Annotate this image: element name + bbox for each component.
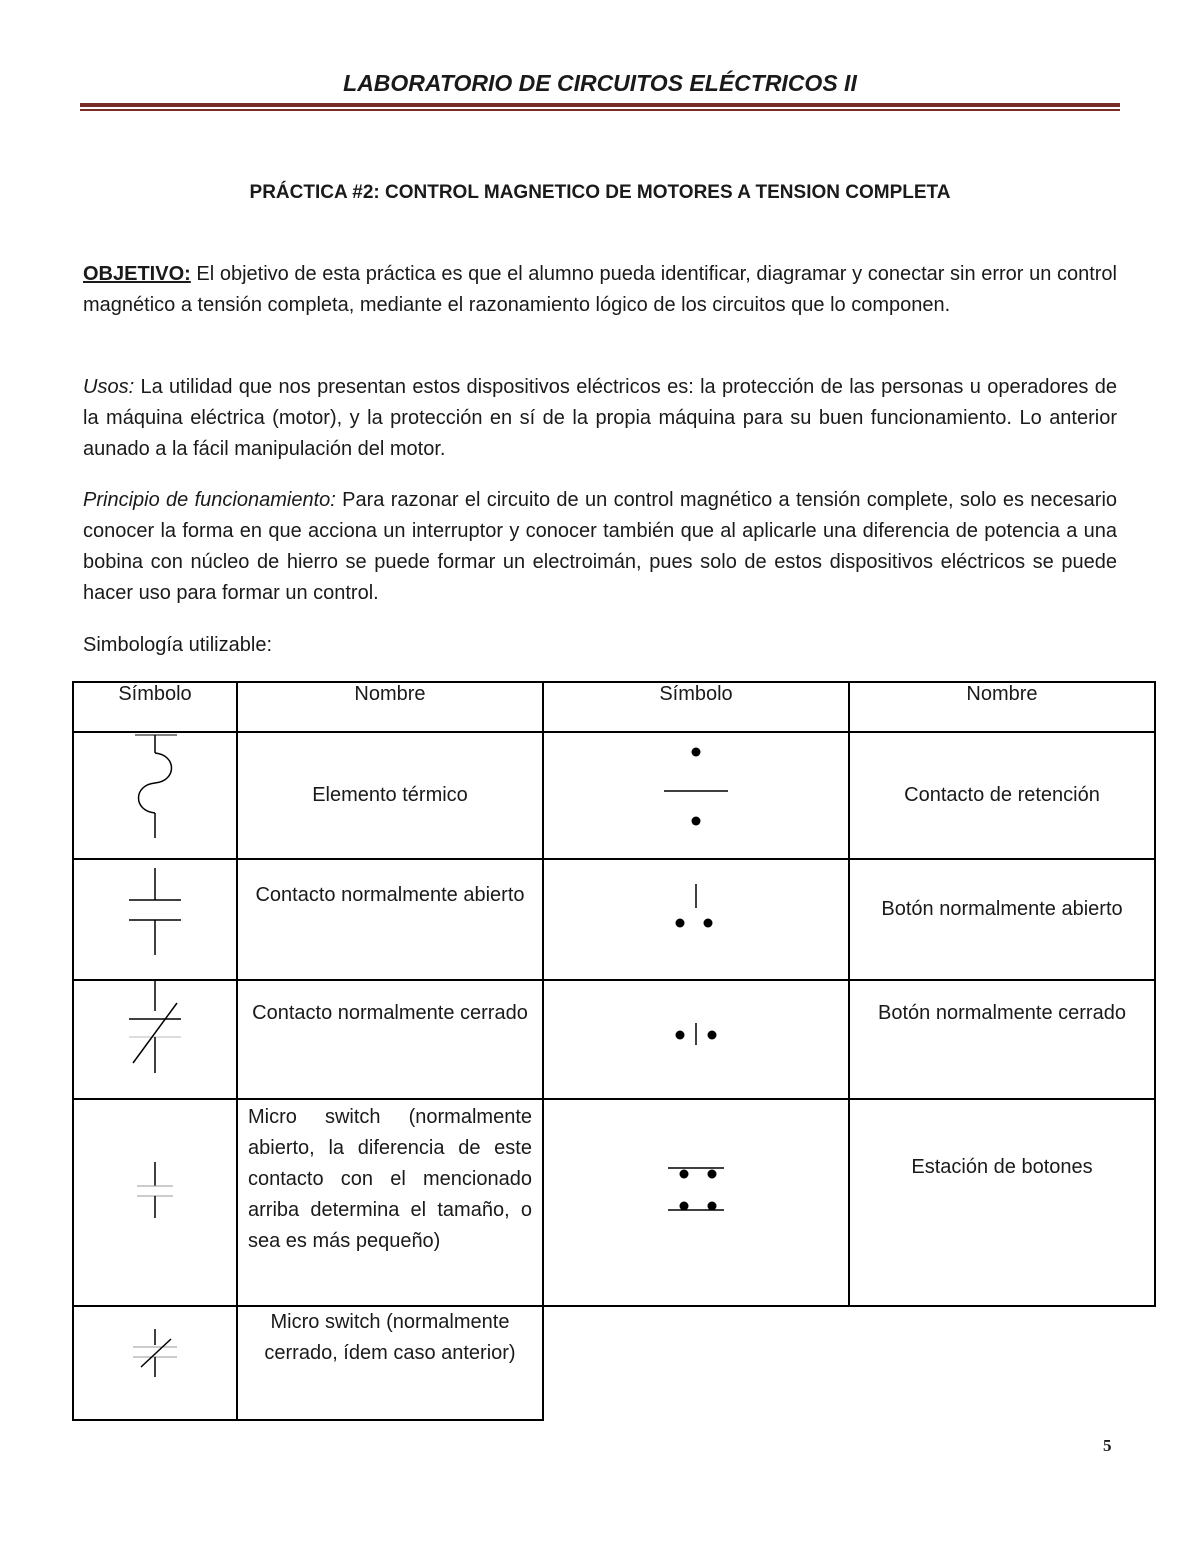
symbol-cell <box>543 980 849 1099</box>
objective-text: El objetivo de esta práctica es que el alumno pueda identificar, diagramar y conectar sin error un control magnético a tensión completa, mediante el razonamiento lógico de los circuitos que lo componen. <box>83 263 1117 316</box>
table-header-row <box>73 682 1155 732</box>
symbology-label: Simbología utilizable: <box>83 634 272 656</box>
symbol-name: Contacto normalmente cerrado <box>252 1002 528 1024</box>
header-rule-thick <box>80 103 1120 107</box>
thermal-element-icon <box>115 733 195 843</box>
uses-paragraph <box>83 372 1117 465</box>
name-cell <box>237 980 543 1099</box>
name-cell <box>849 1099 1155 1306</box>
header-cell: Nombre <box>849 682 1155 732</box>
name-cell <box>849 980 1155 1099</box>
principle-label: Principio de funcionamiento: <box>83 489 336 511</box>
table-row <box>73 1099 1155 1306</box>
header-cell: Símbolo <box>543 682 849 732</box>
symbol-cell <box>73 1099 237 1306</box>
symbol-cell <box>73 980 237 1099</box>
symbol-name: Contacto de retención <box>904 784 1100 806</box>
name-cell <box>237 859 543 980</box>
no-contact-icon <box>115 860 195 970</box>
table-row <box>73 859 1155 980</box>
symbol-name: Botón normalmente cerrado <box>878 1002 1126 1024</box>
symbol-cell <box>543 859 849 980</box>
no-pushbutton-icon <box>656 860 736 970</box>
table-row <box>73 980 1155 1099</box>
empty-cell <box>543 1306 849 1420</box>
nc-pushbutton-icon <box>656 981 736 1091</box>
table-row <box>73 732 1155 859</box>
header-cell: Nombre <box>237 682 543 732</box>
table-row <box>73 1306 1155 1420</box>
name-cell <box>849 859 1155 980</box>
nc-contact-icon <box>115 981 195 1091</box>
symbol-name: Micro switch (normalmente cerrado, ídem caso anterior) <box>264 1311 516 1364</box>
symbol-name: Contacto normalmente abierto <box>255 884 525 906</box>
uses-label: Usos: <box>83 376 135 398</box>
pushbutton-station-icon <box>651 1100 741 1300</box>
objective-paragraph <box>83 259 1117 321</box>
symbol-name: Estación de botones <box>911 1156 1093 1178</box>
symbol-cell <box>73 859 237 980</box>
symbol-cell <box>73 732 237 859</box>
principle-text: Para razonar el circuito de un control magnético a tensión complete, solo es necesario conocer la forma en que acciona un interruptor y conocer también que al aplicarle una diferencia de potencia a una bobina con núcleo de hierro se puede formar un electroimán, pues solo de estos dispositivos eléctricos se puede hacer uso para formar un control. <box>83 489 1118 604</box>
symbol-cell <box>543 1099 849 1306</box>
name-cell <box>849 732 1155 859</box>
header-rule-thin <box>80 109 1120 111</box>
name-cell <box>237 1306 543 1420</box>
symbol-name: Micro switch (normalmente abierto, la diferencia de este contacto con el mencionado arriba determina el tamaño, o sea es más pequeño) <box>248 1106 532 1252</box>
symbol-cell <box>73 1306 237 1420</box>
symbol-name: Elemento térmico <box>312 784 468 806</box>
micro-switch-no-icon <box>115 1100 195 1300</box>
symbols-table <box>72 681 1156 1421</box>
name-cell <box>237 1099 543 1306</box>
practice-title: PRÁCTICA #2: CONTROL MAGNETICO DE MOTORES A TENSION COMPLETA <box>249 182 951 203</box>
name-cell <box>237 732 543 859</box>
empty-cell <box>849 1306 1155 1420</box>
header-cell: Símbolo <box>73 682 237 732</box>
principle-paragraph <box>83 485 1117 609</box>
page-number: 5 <box>1103 1436 1112 1455</box>
micro-switch-nc-icon <box>115 1307 195 1417</box>
holding-contact-icon <box>656 733 736 843</box>
symbol-cell <box>543 732 849 859</box>
uses-text: La utilidad que nos presentan estos dispositivos eléctricos es: la protección de las personas u operadores de la máquina eléctrica (motor), y la protección en sí de la propia máquina para su buen funcionamiento. Lo anterior aunado a la fácil manipulación del motor. <box>83 376 1117 460</box>
page-header-title: LABORATORIO DE CIRCUITOS ELÉCTRICOS II <box>343 70 857 96</box>
objective-label: OBJETIVO: <box>83 263 191 285</box>
symbol-name: Botón normalmente abierto <box>881 898 1123 920</box>
